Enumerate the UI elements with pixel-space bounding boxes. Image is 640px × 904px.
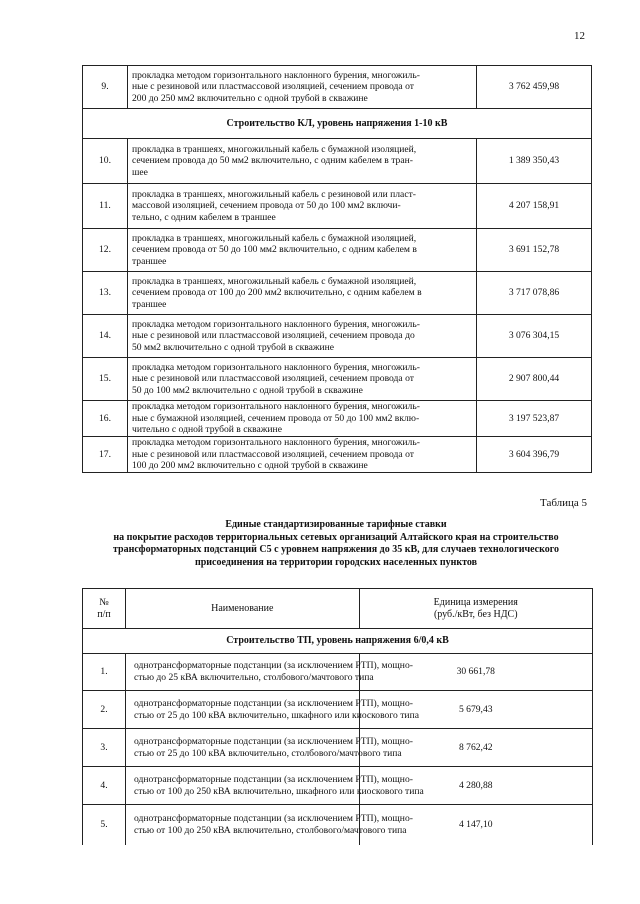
header-unit-line: Единица измерения (433, 596, 518, 608)
row-description-line: сечением провода до 50 мм2 включительно, с одним кабелем в тран- (132, 155, 413, 167)
header-number (83, 589, 126, 629)
table-title-line: присоединения на территории городских населенных пунктов (194, 556, 478, 568)
row-description-line: тельно, с одним кабелем в траншее (132, 211, 276, 223)
row-description-line: однотрансформаторные подстанции (за исключением РТП), мощно- (134, 660, 413, 672)
table-row (83, 272, 592, 315)
header-number-line: п/п (97, 608, 111, 620)
row-description (128, 229, 477, 272)
row-rate-value: 2 907 800,44 (477, 358, 592, 401)
row-description-line: траншее (132, 255, 167, 267)
table-row (83, 805, 593, 845)
row-description-line: прокладка методом горизонтального наклонного бурения, многожиль- (132, 361, 420, 373)
row-number: 10. (83, 139, 128, 184)
row-description-line: шее (132, 166, 148, 178)
row-number: 15. (83, 358, 128, 401)
row-number: 2. (83, 691, 126, 729)
rates-table-substations-body (83, 629, 593, 845)
row-number: 1. (83, 654, 126, 691)
row-description-line: траншее (132, 298, 167, 310)
row-description-line: чительно с одной трубой в скважине (132, 424, 282, 436)
row-description-line: 50 до 100 мм2 включительно с одной трубой в скважине (132, 384, 363, 396)
row-rate-value: 3 076 304,15 (477, 315, 592, 358)
row-rate-value: 8 762,42 (359, 729, 593, 767)
row-description (128, 315, 477, 358)
table-title-line: Единые стандартизированные тарифные ставки (225, 519, 447, 530)
row-description (126, 805, 413, 845)
row-description (126, 654, 413, 691)
header-name: Наименование (126, 589, 360, 629)
row-description-line: прокладка методом горизонтального наклонного бурения, многожиль- (132, 401, 420, 413)
table-row (83, 315, 592, 358)
row-description-line: 50 мм2 включительно с одной трубой в скважине (132, 341, 335, 353)
row-description (126, 729, 413, 767)
row-description-line: 200 до 250 мм2 включительно с одной трубой в скважине (132, 92, 368, 104)
row-rate-value: 4 280,88 (359, 767, 593, 805)
row-description (128, 437, 477, 473)
row-rate-value: 3 717 078,86 (477, 272, 592, 315)
row-description-line: однотрансформаторные подстанции (за исключением РТП), мощно- (134, 773, 413, 785)
row-rate-value: 3 197 523,87 (477, 401, 592, 437)
row-number: 12. (83, 229, 128, 272)
row-rate-value: 3 691 152,78 (477, 229, 592, 272)
row-description-line: однотрансформаторные подстанции (за исключением РТП), мощно- (134, 813, 413, 825)
row-description (126, 767, 424, 805)
row-description-line: ные с резиновой или пластмассовой изоляцией, сечением провода до (132, 330, 415, 342)
section-row (83, 109, 592, 139)
row-description (128, 358, 477, 401)
page-number: 12 (574, 30, 585, 42)
table-row (83, 401, 592, 437)
section-heading: Строительство КЛ, уровень напряжения 1-10 кВ (83, 109, 592, 139)
row-description (128, 184, 477, 229)
row-number: 13. (83, 272, 128, 315)
section-heading: Строительство ТП, уровень напряжения 6/0,4 кВ (83, 629, 593, 654)
row-description-line: 100 до 200 мм2 включительно с одной трубой в скважине (132, 460, 368, 472)
row-description-line: сечением провода от 50 до 100 мм2 включительно, с одним кабелем в (132, 244, 417, 256)
row-description-line: ные с резиновой или пластмассовой изоляцией, сечением провода от (132, 448, 414, 460)
row-description-line: стью от 100 до 250 кВА включительно, столбового/мачтового типа (134, 824, 407, 836)
header-unit-line: (руб./кВт, без НДС) (433, 608, 518, 620)
rates-table-cable-lines-body (83, 66, 592, 473)
row-number: 4. (83, 767, 126, 805)
row-number: 9. (83, 66, 128, 109)
table-row (83, 229, 592, 272)
row-description-line: прокладка методом горизонтального наклонного бурения, многожиль- (132, 69, 420, 81)
row-description-line: стью от 100 до 250 кВА включительно, шкафного или киоскового типа (134, 785, 424, 797)
row-rate-value: 5 679,43 (359, 691, 593, 729)
table-row (83, 184, 592, 229)
table-title (80, 519, 592, 569)
row-description (128, 272, 477, 315)
row-description-line: массовой изоляцией, сечением провода от 50 до 100 мм2 включи- (132, 200, 401, 212)
table-row (83, 358, 592, 401)
row-description-line: однотрансформаторные подстанции (за исключением РТП), мощно- (134, 697, 413, 709)
row-description-line: прокладка в траншеях, многожильный кабель с бумажной изоляцией, (132, 232, 417, 244)
row-description (128, 401, 477, 437)
header-unit (359, 589, 593, 629)
row-rate-value: 4 147,10 (359, 805, 593, 845)
row-rate-value: 30 661,78 (359, 654, 593, 691)
row-rate-value: 3 762 459,98 (477, 66, 592, 109)
row-description-line: прокладка методом горизонтального наклонного бурения, многожиль- (132, 437, 420, 449)
table-title-line: трансформаторных подстанций С5 с уровнем напряжения до 35 кВ, для случаев технологического (112, 544, 560, 555)
row-description-line: стью до 25 кВА включительно, столбового/мачтового типа (134, 672, 374, 683)
row-description (126, 691, 419, 729)
row-rate-value: 1 389 350,43 (477, 139, 592, 184)
row-description (128, 66, 477, 109)
rates-table-cable-lines (82, 65, 592, 473)
row-description-line: прокладка в траншеях, многожильный кабель с бумажной изоляцией, (132, 143, 417, 155)
row-description-line: стью от 25 до 100 кВА включительно, столбового/мачтового типа (134, 747, 402, 759)
table-row (83, 767, 593, 805)
row-description-line: сечением провода от 100 до 200 мм2 включительно, с одним кабелем в (132, 287, 422, 299)
table-row (83, 729, 593, 767)
row-description (128, 139, 477, 184)
section-row (83, 629, 593, 654)
table-title-line: на покрытие расходов территориальных сетевых организаций Алтайского края на строительство (113, 531, 559, 543)
row-description-line: однотрансформаторные подстанции (за исключением РТП), мощно- (134, 735, 413, 747)
table-row (83, 691, 593, 729)
header-number-line: № (99, 596, 109, 608)
row-number: 11. (83, 184, 128, 229)
table-row (83, 437, 592, 473)
row-description-line: прокладка методом горизонтального наклонного бурения, многожиль- (132, 318, 420, 330)
table-label: Таблица 5 (540, 497, 588, 509)
table-row (83, 66, 592, 109)
row-description-line: ные с резиновой или пластмассовой изоляцией, сечением провода от (132, 81, 414, 93)
table-row (83, 139, 592, 184)
row-description-line: прокладка в траншеях, многожильный кабель с бумажной изоляцией, (132, 275, 417, 287)
row-number: 14. (83, 315, 128, 358)
row-number: 16. (83, 401, 128, 437)
row-description-line: стью от 25 до 100 кВА включительно, шкафного или киоскового типа (134, 709, 419, 721)
rates-table-substations (82, 588, 593, 845)
row-description-line: прокладка в траншеях, многожильный кабель с резиновой или пласт- (132, 188, 416, 200)
table-row (83, 654, 593, 691)
table-header-row (83, 589, 593, 629)
row-rate-value: 3 604 396,79 (477, 437, 592, 473)
row-rate-value: 4 207 158,91 (477, 184, 592, 229)
row-number: 17. (83, 437, 128, 473)
row-number: 5. (83, 805, 126, 845)
row-description-line: ные с бумажной изоляцией, сечением провода от 50 до 100 мм2 вклю- (132, 412, 420, 424)
row-description-line: ные с резиновой или пластмассовой изоляцией, сечением провода от (132, 373, 414, 385)
row-number: 3. (83, 729, 126, 767)
